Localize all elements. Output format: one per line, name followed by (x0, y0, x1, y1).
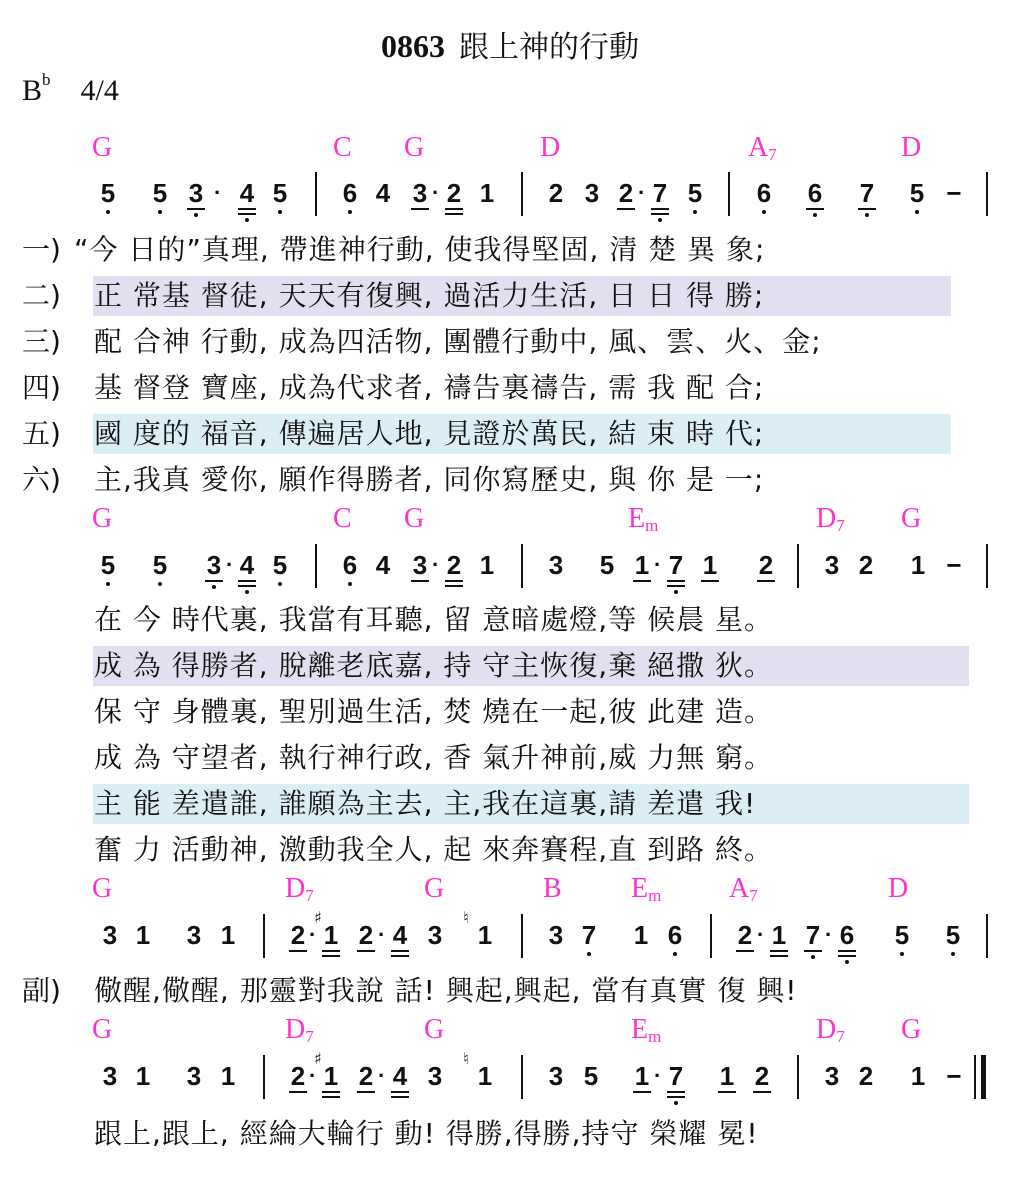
chord-symbol: $A_7$ (729, 873, 758, 905)
note: 5 (151, 550, 169, 580)
augmentation-dot: · (378, 1063, 386, 1088)
note: 5 (271, 550, 289, 580)
verse-label-4: 四) (22, 371, 61, 404)
note: 1 (634, 550, 650, 580)
note: 3 (187, 178, 205, 208)
verse-3-line-a: 配 合神 行動, 成為四活物, 團體行動中, 風、雲、火、金; (94, 325, 822, 358)
note: 2 (737, 920, 753, 950)
verse-4-line-a: 基 督登 寶座, 成為代求者, 禱告裏禱告, 需 我 配 合; (94, 371, 765, 404)
note: 3 (205, 550, 223, 580)
bar-line (974, 1055, 976, 1099)
verse-5-line-a: 國 度的 福音, 傳遍居人地, 見證於萬民, 結 束 時 代; (94, 417, 765, 450)
note: 1 (322, 1061, 340, 1091)
chord-symbol: $D_7$ (285, 873, 314, 905)
key-note: B (22, 74, 43, 107)
note: 1 (770, 920, 788, 950)
bar-line (315, 544, 317, 588)
augmentation-dot: · (638, 180, 646, 205)
note: 1 (220, 1061, 236, 1091)
chord-symbol: D (901, 132, 922, 163)
note: 1 (135, 1061, 151, 1091)
chorus-line-a: 儆醒,儆醒, 那靈對我說 話! 興起,興起, 當有真實 復 興! (94, 974, 798, 1007)
verse-5-line-b: 主 能 差遣誰, 誰願為主去, 主,我在這裏,請 差遣 我! (94, 787, 757, 820)
note: 1 (477, 920, 493, 950)
note: 3 (186, 1061, 202, 1091)
bar-line (521, 1055, 523, 1099)
note: 3 (412, 178, 428, 208)
verse-1-line-a: “今 日的”真理, 帶進神行動, 使我得堅固, 清 楚 異 象; (74, 233, 766, 266)
chord-symbol: D (540, 132, 561, 163)
note: 7 (858, 178, 876, 208)
note: 1 (633, 920, 649, 950)
note: 2 (358, 920, 374, 950)
chord-symbol: $E_m$ (631, 1014, 662, 1046)
dash: − (946, 1061, 962, 1091)
note: 1 (910, 550, 926, 580)
bar-line (521, 172, 523, 216)
chorus-label: 副) (22, 974, 61, 1007)
augmentation-dot: · (309, 1063, 317, 1088)
note: 6 (838, 920, 856, 950)
chord-symbol: $D_7$ (816, 503, 845, 535)
note: 4 (238, 178, 256, 208)
natural-icon: ♮ (463, 908, 469, 927)
dash: − (946, 178, 962, 208)
note: 2 (445, 178, 463, 208)
note: 3 (412, 550, 428, 580)
chord-symbol: C (333, 132, 352, 163)
verse-3-line-b: 保 守 身體裏, 聖別過生活, 焚 燒在一起,彼 此建 造。 (94, 695, 774, 728)
note: 3 (824, 550, 840, 580)
note: 5 (599, 550, 615, 580)
note: 1 (719, 1061, 735, 1091)
note: 1 (634, 1061, 650, 1091)
note: 6 (341, 178, 359, 208)
verse-4-line-b: 成 為 守望者, 執行神行政, 香 氣升神前,威 力無 窮。 (94, 741, 774, 774)
time-signature: 4/4 (80, 74, 119, 107)
note: 5 (99, 178, 117, 208)
note: 1 (479, 178, 495, 208)
bar-line (797, 1055, 799, 1099)
chord-symbol: $D_7$ (285, 1014, 314, 1046)
note: 1 (479, 550, 495, 580)
chord-symbol: $A_7$ (748, 132, 777, 164)
verse-label-6: 六) (22, 463, 61, 496)
augmentation-dot: · (654, 1063, 662, 1088)
chord-symbol: G (92, 503, 113, 534)
note: 5 (271, 178, 289, 208)
note: 5 (151, 178, 169, 208)
note: 4 (375, 550, 391, 580)
augmentation-dot: · (825, 922, 833, 947)
bar-line (986, 914, 988, 958)
note: 3 (548, 920, 564, 950)
verse-label-1: 一) (22, 233, 61, 266)
dash: − (946, 550, 962, 580)
chord-symbol: G (424, 873, 445, 904)
note: 7 (580, 920, 598, 950)
note: 4 (391, 920, 409, 950)
bar-line (263, 1055, 265, 1099)
sharp-icon: ♯ (314, 1049, 322, 1068)
bar-line (710, 914, 712, 958)
note: 1 (220, 920, 236, 950)
note: 2 (358, 1061, 374, 1091)
note: 1 (322, 920, 340, 950)
note: 7 (804, 920, 822, 950)
note: 3 (548, 550, 564, 580)
key-signature (22, 70, 119, 108)
chord-symbol: G (901, 1014, 922, 1045)
note: 5 (893, 920, 911, 950)
key-accidental: b (42, 70, 51, 89)
note: 7 (667, 550, 685, 580)
chord-symbol: $E_m$ (628, 503, 659, 535)
natural-icon: ♮ (463, 1049, 469, 1068)
chord-symbol: $E_m$ (631, 873, 662, 905)
verse-label-2: 二) (22, 279, 61, 312)
note: 2 (618, 178, 634, 208)
note: 1 (135, 920, 151, 950)
note: 4 (391, 1061, 409, 1091)
sharp-icon: ♯ (314, 908, 322, 927)
augmentation-dot: · (654, 552, 662, 577)
note: 1 (477, 1061, 493, 1091)
note: 7 (651, 178, 669, 208)
note: 3 (186, 920, 202, 950)
note: 3 (584, 178, 600, 208)
chord-symbol: G (404, 503, 425, 534)
note: 2 (445, 550, 463, 580)
augmentation-dot: · (432, 180, 440, 205)
chord-symbol: C (333, 503, 352, 534)
note: 3 (427, 1061, 443, 1091)
chord-symbol: G (92, 132, 113, 163)
bar-line (521, 914, 523, 958)
bar-line (315, 172, 317, 216)
note: 2 (758, 550, 774, 580)
chord-symbol: G (92, 1014, 113, 1045)
song-number: 0863 (381, 28, 445, 64)
verse-label-5: 五) (22, 417, 61, 450)
note: 2 (290, 920, 306, 950)
note: 3 (102, 1061, 118, 1091)
bar-line (986, 544, 988, 588)
verse-6-line-b: 奮 力 活動神, 激動我全人, 起 來奔賽程,直 到路 終。 (94, 833, 774, 866)
note: 2 (754, 1061, 770, 1091)
note: 2 (290, 1061, 306, 1091)
note: 2 (858, 550, 874, 580)
augmentation-dot: · (757, 922, 765, 947)
augmentation-dot: · (309, 922, 317, 947)
note: 2 (548, 178, 564, 208)
note: 6 (806, 178, 824, 208)
chord-symbol: G (901, 503, 922, 534)
bar-line (986, 172, 988, 216)
bar-line (797, 544, 799, 588)
chord-symbol: $D_7$ (816, 1014, 845, 1046)
note: 7 (667, 1061, 685, 1091)
bar-line (521, 544, 523, 588)
bar-line (263, 914, 265, 958)
chord-symbol: G (92, 873, 113, 904)
note: 5 (944, 920, 962, 950)
note: 5 (686, 178, 704, 208)
note: 6 (666, 920, 684, 950)
note: 6 (755, 178, 773, 208)
bar-line (728, 172, 730, 216)
note: 2 (858, 1061, 874, 1091)
note: 5 (99, 550, 117, 580)
note: 5 (583, 1061, 599, 1091)
note: 5 (908, 178, 926, 208)
augmentation-dot: · (378, 922, 386, 947)
verse-6-line-a: 主,我真 愛你, 願作得勝者, 同你寫歷史, 與 你 是 一; (94, 463, 765, 496)
note: 1 (702, 550, 718, 580)
augmentation-dot: · (432, 552, 440, 577)
chord-symbol: G (404, 132, 425, 163)
augmentation-dot: · (226, 552, 234, 577)
verse-label-3: 三) (22, 325, 61, 358)
note: 3 (427, 920, 443, 950)
chord-symbol: G (424, 1014, 445, 1045)
chord-symbol: B (543, 873, 562, 904)
chord-symbol: D (888, 873, 909, 904)
note: 3 (824, 1061, 840, 1091)
note: 3 (102, 920, 118, 950)
verse-2-line-b: 成 為 得勝者, 脫離老底嘉, 持 守主恢復,棄 絕撒 狄。 (94, 649, 774, 682)
note: 4 (375, 178, 391, 208)
note: 4 (238, 550, 256, 580)
bar-line (981, 1055, 986, 1099)
song-name: 跟上神的行動 (459, 30, 639, 65)
note: 1 (910, 1061, 926, 1091)
song-title (0, 22, 1020, 66)
note: 6 (341, 550, 359, 580)
augmentation-dot: · (214, 180, 222, 205)
verse-2-line-a: 正 常基 督徒, 天天有復興, 過活力生活, 日 日 得 勝; (94, 279, 765, 312)
chorus-line-b: 跟上,跟上, 經綸大輪行 動! 得勝,得勝,持守 榮耀 冕! (94, 1117, 759, 1150)
verse-1-line-b: 在 今 時代裏, 我當有耳聽, 留 意暗處燈,等 候晨 星。 (94, 603, 774, 636)
note: 3 (548, 1061, 564, 1091)
